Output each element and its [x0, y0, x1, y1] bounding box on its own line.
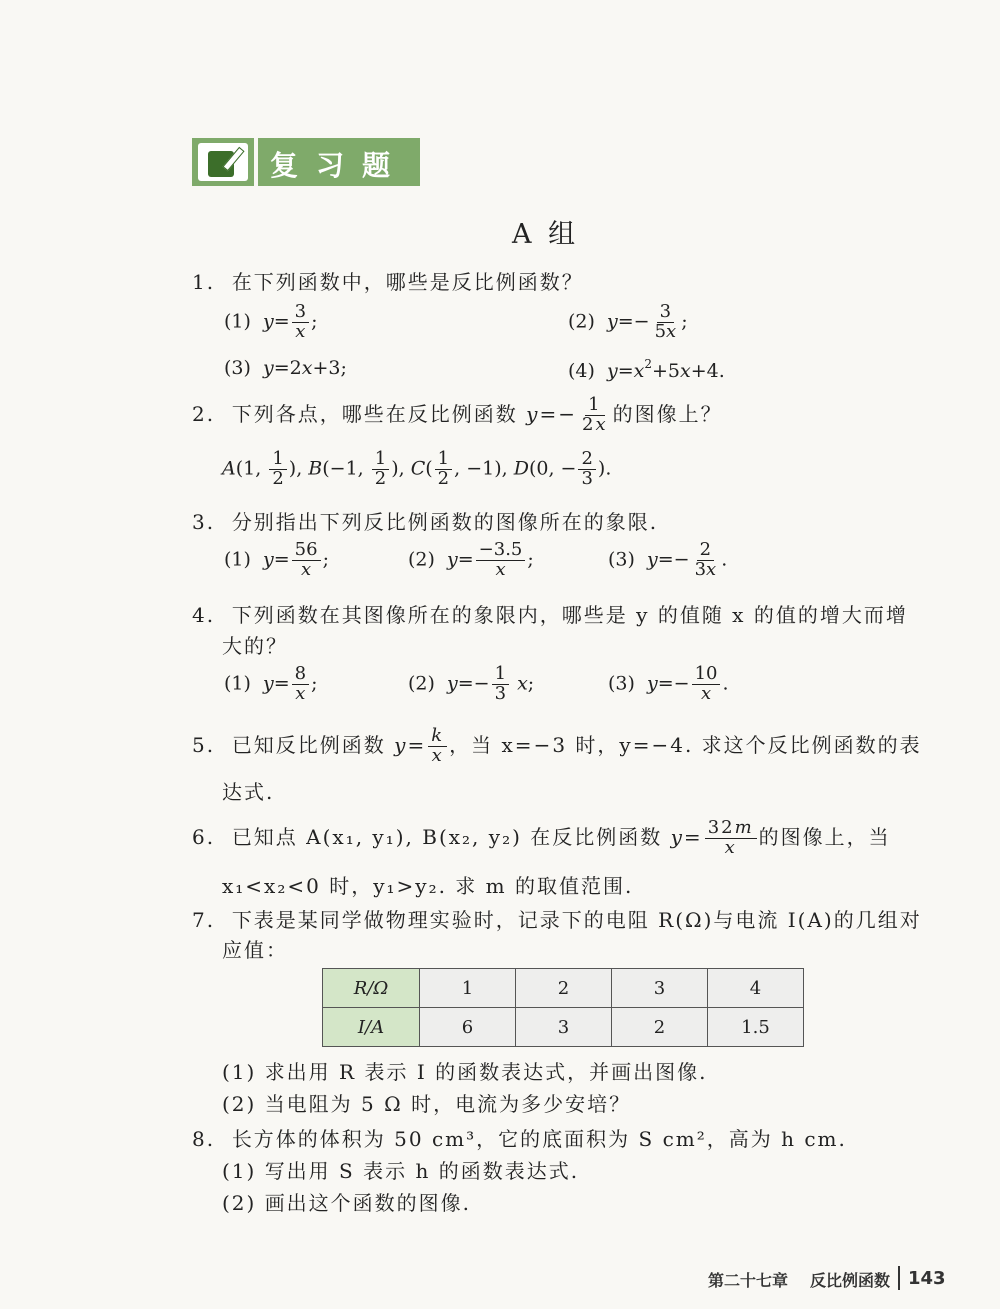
review-title: 复习题: [270, 149, 409, 182]
footer-section: 反比例函数: [810, 1271, 891, 1290]
q1-option-1: (1) y= $\frac{3}{x}$ ;: [224, 301, 318, 342]
table-cell: 2: [516, 969, 612, 1008]
question-4-line2: 大的？: [222, 634, 288, 658]
question-6: 6. 已知点 A(x₁, y₁), B(x₂, y₂) 在反比例函数 y= $\frac{32m}{x}$ 的图像上，当: [192, 817, 891, 858]
footer-chapter: 第二十七章: [708, 1271, 789, 1290]
question-5-line2: 达式.: [222, 780, 275, 804]
table-row: [323, 1008, 804, 1047]
q1-option-3: (3) y=2x+3;: [224, 357, 347, 379]
pencil-note-icon: [198, 143, 248, 181]
group-title: A 组: [512, 219, 580, 250]
q7-sub-1: (1) 求出用 R 表示 I 的函数表达式，并画出图像.: [222, 1060, 708, 1084]
q8-sub-2: (2) 画出这个函数的图像.: [222, 1191, 472, 1215]
question-8: 8. 长方体的体积为 50 cm³，它的底面积为 S cm²，高为 h cm.: [192, 1127, 847, 1151]
q2-points: A(1, $\frac{1}{2}$ ), B(−1, $\frac{1}{2}$ ), C( $\frac{1}{2}$ , −1), D(0, − $\frac{2}{3}$ ).: [222, 448, 612, 489]
q3-option-2: (2) y= $\frac{-3.5}{x}$ ;: [408, 539, 534, 580]
q4-option-2: (2) y=− $\frac{1}{3}$ x;: [408, 663, 535, 704]
q4-option-1: (1) y= $\frac{8}{x}$ ;: [224, 663, 318, 704]
table-cell: 2: [612, 1008, 708, 1047]
table-row-label: I/A: [323, 1008, 420, 1047]
q4-option-3: (3) y=− $\frac{10}{x}$ .: [608, 663, 729, 704]
question-1: 1. 在下列函数中，哪些是反比例函数？: [192, 270, 584, 294]
table-cell: 1.5: [708, 1008, 804, 1047]
table-cell: 6: [420, 1008, 516, 1047]
question-3: 3. 分别指出下列反比例函数的图像所在的象限.: [192, 510, 659, 534]
table-cell: 4: [708, 969, 804, 1008]
resistance-current-table: [322, 968, 804, 1047]
table-cell: 1: [420, 969, 516, 1008]
table-row-label: R/Ω: [323, 969, 420, 1008]
q1-option-4: (4) $y=x^2+5x+4$.: [568, 357, 725, 382]
q3-option-1: (1) y= $\frac{56}{x}$ ;: [224, 539, 329, 580]
page-number: 143: [908, 1268, 946, 1289]
question-5: 5. 已知反比例函数 y= $\frac{k}{x}$ ，当 x=−3 时，y=−4. 求这个反比例函数的表: [192, 725, 922, 766]
question-7: 7. 下表是某同学做物理实验时，记录下的电阻 R(Ω)与电流 I(A)的几组对: [192, 908, 922, 932]
review-header-banner: [192, 138, 420, 186]
question-2: 2. 下列各点，哪些在反比例函数 y=− $\frac{1}{2x}$ 的图像上？: [192, 394, 723, 435]
question-4: 4. 下列函数在其图像所在的象限内，哪些是 y 的值随 x 的值的增大而增: [192, 603, 908, 627]
table-cell: 3: [516, 1008, 612, 1047]
q1-option-2: (2) y=− $\frac{3}{5x}$ ;: [568, 301, 688, 342]
table-row: [323, 969, 804, 1008]
q8-sub-1: (1) 写出用 S 表示 h 的函数表达式.: [222, 1159, 580, 1183]
footer-divider: [898, 1266, 900, 1290]
question-7-line2: 应值：: [222, 938, 288, 962]
table-cell: 3: [612, 969, 708, 1008]
q3-option-3: (3) y=− $\frac{2}{3x}$ .: [608, 539, 728, 580]
question-6-line2: x₁<x₂<0 时，y₁>y₂. 求 m 的取值范围.: [222, 874, 634, 898]
q7-sub-2: (2) 当电阻为 5 Ω 时，电流为多少安培？: [222, 1092, 632, 1116]
